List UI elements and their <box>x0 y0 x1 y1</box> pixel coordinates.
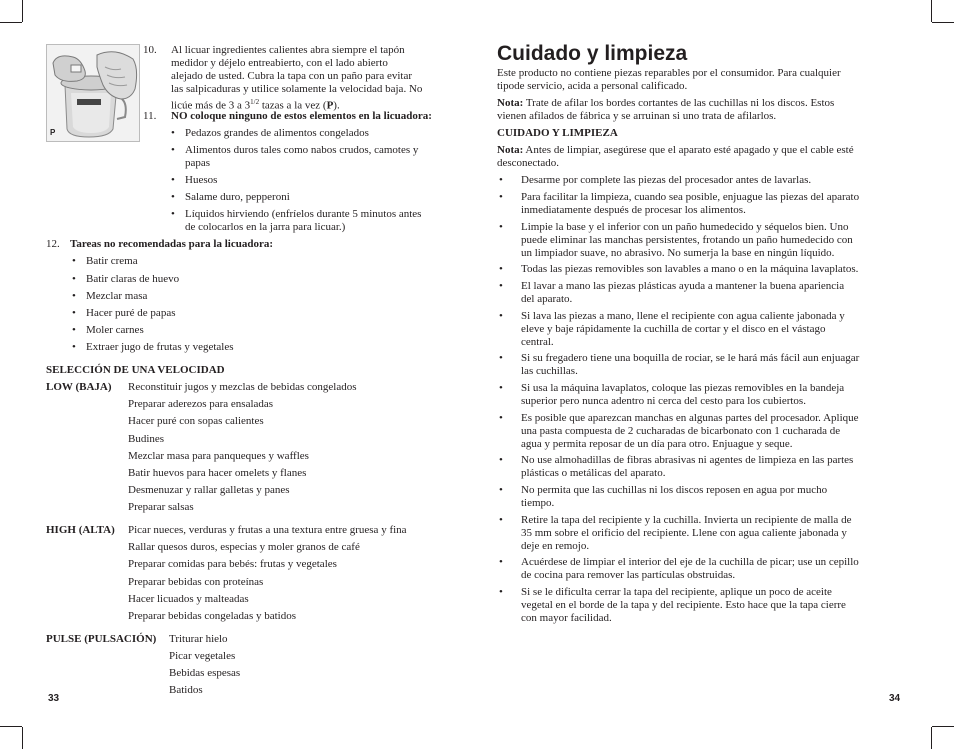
text-line: superior pero nunca adentro ni cerca del cesto para los cubiertos. <box>521 395 806 407</box>
speed-low-item: Desmenuzar y rallar galletas y panes <box>128 484 290 496</box>
speed-low-item: Batir huevos para hacer omelets y flanes <box>128 467 307 479</box>
item-10-text <box>171 44 461 113</box>
fraction: 1/2 <box>250 98 260 106</box>
speed-pulse-item: Batidos <box>169 684 203 696</box>
blender-hand-image <box>47 45 139 141</box>
text-line: No use almohadillas de fibras abrasivas ni agentes de limpieza en las partes <box>521 454 854 466</box>
bullet-text: Extraer jugo de frutas y vegetales <box>86 341 234 353</box>
speed-high-item: Preparar comidas para bebés: frutas y vegetales <box>128 558 337 570</box>
text-line: Pedazos grandes de alimentos congelados <box>185 127 369 139</box>
speed-high-item: Hacer licuados y malteadas <box>128 593 249 605</box>
text-line: Todas las piezas removibles son lavables a mano o en la máquina lavaplatos. <box>521 263 859 275</box>
speed-high-item: Preparar bebidas congeladas y batidos <box>128 610 296 622</box>
text-line: desconectado. <box>497 157 559 169</box>
text-line: 35 mm sobre el orificio del recipiente. Llene con agua caliente jabonada y <box>521 527 847 539</box>
text-line: Huesos <box>185 174 218 186</box>
bullet-text: Hacer puré de papas <box>86 307 176 319</box>
text-line: Retire la tapa del recipiente y la cuchilla. Invierta un recipiente de malla de <box>521 514 852 526</box>
text-line: puede eliminar las manchas persistentes, frotando un paño humedecido con <box>521 234 853 246</box>
speed-low-item: Hacer puré con sopas calientes <box>128 415 264 427</box>
speed-low-item: Budines <box>128 433 165 445</box>
text-line: Para facilitar la limpieza, cuando sea posible, enjuague las piezas del aparato <box>521 191 860 203</box>
text-line: agua y permita reposar de un día para otro. Enjuague y seque. <box>521 438 793 450</box>
page-number: 33 <box>48 693 60 704</box>
text-fragment: licúe más de 3 a 3 <box>171 99 251 112</box>
text-fragment: Trate de afilar los bordes cortantes de las cuchillas ni los discos. Estos <box>523 97 835 109</box>
text-line: Salame duro, pepperoni <box>185 191 290 203</box>
bullet-text: Moler carnes <box>86 324 144 336</box>
note-label: Nota: <box>497 97 524 109</box>
text-line: Si lava las piezas a mano, llene el recipiente con agua caliente jabonada y <box>521 310 845 322</box>
text-line: Si se le dificulta cerrar la tapa del recipiente, aplique un poco de aceite <box>521 586 832 598</box>
text-line <box>497 144 917 157</box>
text-line: medidor y déjelo entreabierto, con el lado abierto <box>171 57 388 69</box>
text-line: las cuchillas. <box>521 365 578 377</box>
speed-low-item: Reconstituir jugos y mezclas de bebidas congelados <box>128 381 357 393</box>
text-line: No permita que las cuchillas ni los discos reposen en agua por mucho <box>521 484 828 496</box>
text-line: tiempo. <box>521 497 555 509</box>
text-line: plásticas o metálicas del aparato. <box>521 467 666 479</box>
text-line: alejado de usted. Cubra la tapa con un paño para evitar <box>171 70 412 82</box>
speed-pulse-item: Triturar hielo <box>169 633 228 645</box>
text-line: vienen afilados de fábrica y se arruinan si uno trata de afilarlos. <box>497 110 777 122</box>
text-line: central. <box>521 336 554 348</box>
speed-heading: SELECCIÓN DE UNA VELOCIDAD <box>46 364 225 376</box>
speed-low-label: LOW (BAJA) <box>46 381 112 393</box>
text-line <box>497 97 917 110</box>
text-line: inmediatamente después de procesar los alimentos. <box>521 204 746 216</box>
text-line: El lavar a mano las piezas plásticas ayuda a mantener la buena apariencia <box>521 280 845 292</box>
page-number: 34 <box>889 693 901 704</box>
item-number: 11. <box>143 110 157 122</box>
text-line: papas <box>185 157 211 169</box>
text-line: Acuérdese de limpiar el interior del eje de la cuchilla de picar; use un cepillo <box>521 556 859 568</box>
text-line: Si usa la máquina lavaplatos, coloque las piezas removibles en la bandeja <box>521 382 845 394</box>
item-number: 12. <box>46 238 60 250</box>
text-line: un limpiador suave, no abrasivo. No sumerja la base en ningún líquido. <box>521 247 835 259</box>
left-page: P 10. Al licuar ingredientes calientes abra siempre el tapón medidor y déjelo entreabierto, con el lado abierto alejado de usted. Cubra la tapa con un paño para evitar las salpicaduras y utilice solamente la velocidad baja. No licúe más de 3 a $3^{1/2}$ tazas a la vez (P). 11. NO coloque ninguno de estos elementos en la licuadora: • Pedazos grandes de alimentos congelados • Alimentos duros tales como nabos crudos, camotes y papas • Huesos • Salame duro, pepperoni • Líquidos hirviendo (enfríelos durante 5 minutos antes de colocarlos en la jarra para licuar.) 12. Tareas no recomendadas para la licuadora: • Batir crema • Batir claras de huevo • Mezclar masa • Hacer puré de papas • Moler carnes • Extraer jugo de frutas y vegetales SELECCIÓN DE UNA VELOCIDAD LOW (BAJA) Reconstituir jugos y mezclas de bebidas congelados Preparar aderezos para ensaladas Hacer puré con sopas calientes Budines Mezclar masa para panqueques y waffles Batir huevos para hacer omelets y flanes Desmenuzar y rallar galletas y panes Preparar salsas HIGH (ALTA) Picar nueces, verduras y frutas a una textura entre gruesa y fina Rallar quesos duros, especias y moler granos de café Preparar comidas para bebés: frutas y vegetales Preparar bebidas con proteínas Hacer licuados y malteadas Preparar bebidas congeladas y batidos PULSE (PULSACIÓN) Triturar hielo Picar vegetales Bebidas espesas Batidos 33 <box>0 0 477 749</box>
text-line: Limpie la base y el inferior con un paño humedecido y séquelos bien. Uno <box>521 221 849 233</box>
text-line: Este producto no contiene piezas reparables por el consumidor. Para cualquier <box>497 67 841 79</box>
text-fragment: ). <box>333 99 340 112</box>
speed-pulse-item: Bebidas espesas <box>169 667 241 679</box>
text-line: una pasta compuesta de 2 cucharadas de bicarbonato con 1 cucharada de <box>521 425 841 437</box>
figure-label: P <box>50 128 56 137</box>
speed-high-item: Rallar quesos duros, especias y moler granos de café <box>128 541 360 553</box>
speed-pulse-item: Picar vegetales <box>169 650 236 662</box>
bullet-text: Batir crema <box>86 255 138 267</box>
text-line: vegetal en el borde de la tapa y del recipiente. Esto hace que la tapa cierre <box>521 599 846 611</box>
note-1 <box>497 97 917 123</box>
text-line: de cocina para remover las partículas obstruidas. <box>521 569 736 581</box>
text-line: tipode servicio, acida a personal calificado. <box>497 80 688 92</box>
text-line: Al licuar ingredientes calientes abra siempre el tapón <box>171 44 405 56</box>
text-line: con mayor facilidad. <box>521 612 612 624</box>
bullet-text: Batir claras de huevo <box>86 273 180 285</box>
text-line: las salpicaduras y utilice solamente la velocidad baja. No <box>171 83 423 95</box>
speed-low-item: Preparar aderezos para ensaladas <box>128 398 274 410</box>
right-page: Cuidado y limpieza Este producto no contiene piezas reparables por el consumidor. Para cualquier tipode servicio, acida a personal calificado. Nota: Trate de afilar los bordes cortantes de las cuchillas ni los discos. Estos vienen afilados de fábrica y se arruinan si uno trata de afilarlos. CUIDADO Y LIMPIEZA Nota: Antes de limpiar, asegúrese que el aparato esté apagado y que el cable esté desconectado. • Desarme por complete las piezas del procesador antes de lavarlas. • Para facilitar la limpieza, cuando sea posible, enjuague las piezas del aparato inmediatamente después de procesar los alimentos. • Limpie la base y el inferior con un paño humedecido y séquelos bien. Uno puede eliminar las manchas persistentes, frotando un paño humedecido con un limpiador suave, no abrasivo. No sumerja la base en ningún líquido. • Todas las piezas removibles son lavables a mano o en la máquina lavaplatos. • El lavar a mano las piezas plásticas ayuda a mantener la buena apariencia del aparato. • Si lava las piezas a mano, llene el recipiente con agua caliente jabonada y eleve y baje rápidamente la cuchilla de cortar y el disco en el vástago central. • Si su fregadero tiene una boquilla de rociar, se le hará más fácil aun enjuagar las cuchillas. • Si usa la máquina lavaplatos, coloque las piezas removibles en la bandeja superior pero nunca adentro ni cerca del cesto para los cubiertos. • Es posible que aparezcan manchas en algunas partes del procesador. Aplique una pasta compuesta de 2 cucharadas de bicarbonato con 1 cucharada de agua y permita reposar de un día para otro. Enjuague y seque. • No use almohadillas de fibras abrasivas ni agentes de limpieza en las partes plásticas o metálicas del aparato. • No permita que las cuchillas ni los discos reposen en agua por mucho tiempo. • Retire la tapa del recipiente y la cuchilla. Invierta un recipiente de malla de 35 mm sobre el orificio del recipiente. Llene con agua caliente jabonada y deje en remojo. • Acuérdese de limpiar el interior del eje de la cuchilla de picar; use un cepillo de cocina para remover las partículas obstruidas. • Si se le dificulta cerrar la tapa del recipiente, aplique un poco de aceite vegetal en el borde de la tapa y del recipiente. Esto hace que la tapa cierre con mayor facilidad. 34 <box>477 0 954 749</box>
speed-low-item: Preparar salsas <box>128 501 194 513</box>
text-line: Desarme por complete las piezas del procesador antes de lavarlas. <box>521 174 812 186</box>
text-fragment: Antes de limpiar, asegúrese que el aparato esté apagado y que el cable esté <box>523 144 854 156</box>
speed-high-label: HIGH (ALTA) <box>46 524 115 536</box>
speed-high-item: Preparar bebidas con proteínas <box>128 576 264 588</box>
note-label: Nota: <box>497 144 524 156</box>
speed-low-item: Mezclar masa para panqueques y waffles <box>128 450 309 462</box>
note-2 <box>497 144 917 170</box>
text-line: Si su fregadero tiene una boquilla de rociar, se le hará más fácil aun enjuagar <box>521 352 860 364</box>
figure-ref: P <box>326 99 334 112</box>
speed-pulse-label: PULSE (PULSACIÓN) <box>46 633 157 645</box>
text-line: deje en remojo. <box>521 540 590 552</box>
item-11-heading: NO coloque ninguno de estos elementos en la licuadora: <box>171 110 432 122</box>
text-line: Líquidos hirviendo (enfríelos durante 5 minutos antes <box>185 208 422 220</box>
subheading: CUIDADO Y LIMPIEZA <box>497 127 618 139</box>
bullet-text: Mezclar masa <box>86 290 148 302</box>
text-fragment: tazas a la vez ( <box>259 99 327 112</box>
text-line: eleve y baje rápidamente la cuchilla de cortar y el disco en el vástago <box>521 323 826 335</box>
text-line: del aparato. <box>521 293 573 305</box>
blender-illustration <box>46 44 140 142</box>
text-line: Es posible que aparezcan manchas en algunas partes del procesador. Aplique <box>521 412 859 424</box>
item-number: 10. <box>143 44 157 56</box>
speed-high-item: Picar nueces, verduras y frutas a una textura entre gruesa y fina <box>128 524 407 536</box>
text-line: de colocarlos en la jarra para licuar.) <box>185 221 346 233</box>
text-line: Alimentos duros tales como nabos crudos, camotes y <box>185 144 419 156</box>
intro-paragraph <box>497 67 917 93</box>
item-12-heading: Tareas no recomendadas para la licuadora: <box>70 238 274 250</box>
page-title: Cuidado y limpieza <box>497 42 688 65</box>
